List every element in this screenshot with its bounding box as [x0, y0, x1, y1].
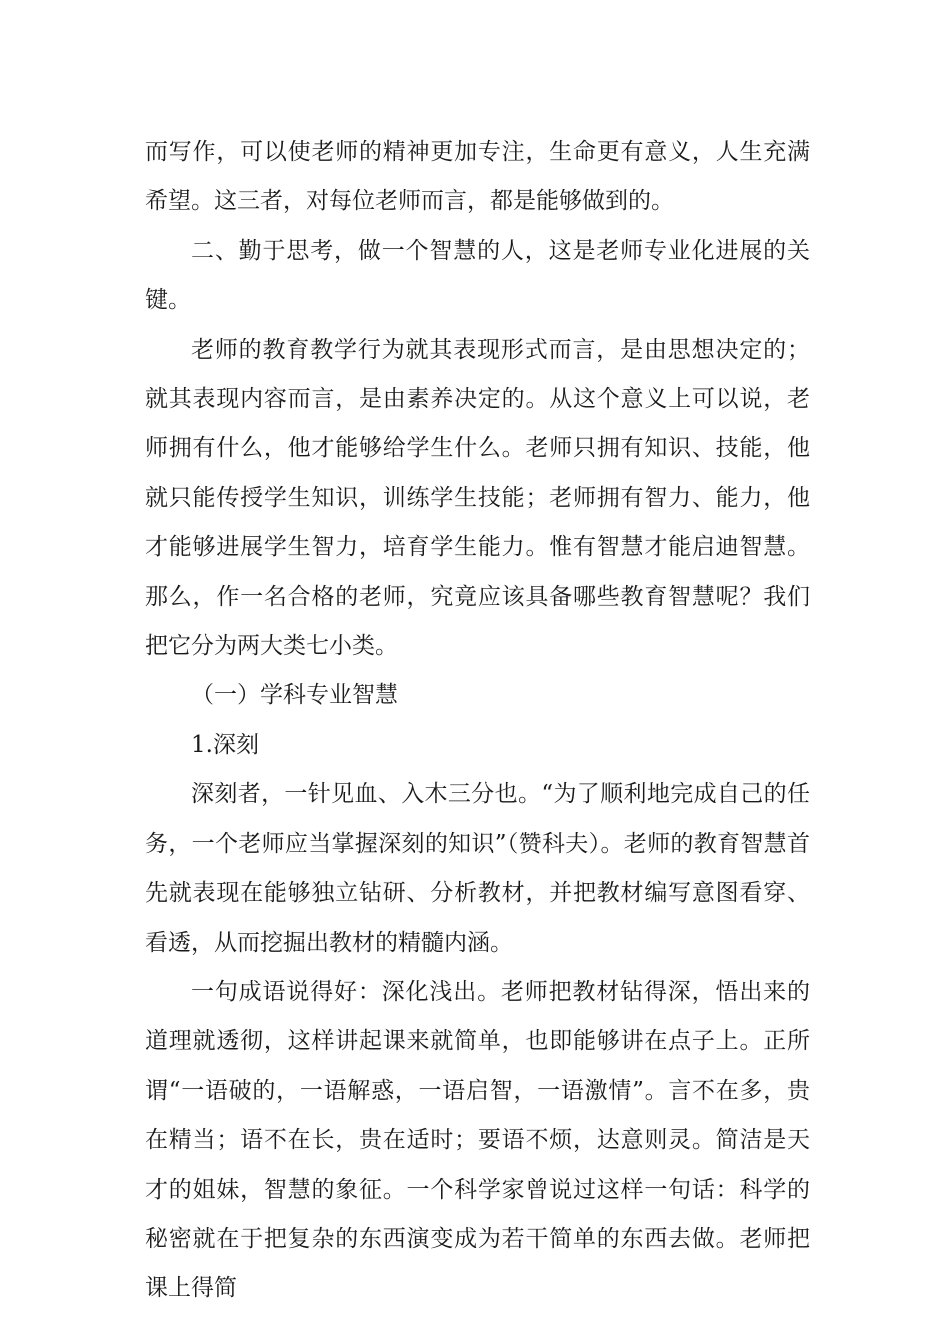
paragraph-continuation: 而写作，可以使老师的精神更加专注，生命更有意义，人生充满希望。这三者，对每位老师而言，都是能够做到的。 — [145, 139, 810, 215]
paragraph-teacher-behavior: 老师的教育教学行为就其表现形式而言，是由思想决定的；就其表现内容而言，是由素养决定的。从这个意义上可以说，老师拥有什么，他才能够给学生什么。老师只拥有知识、技能，他就只能传授学生知识，训练学生技能；老师拥有智力、能力，他才能够进展学生智力，培育学生能力。惟有智慧才能启迪智慧。那么，作一名合格的老师，究竟应该具备哪些教育智慧呢？我们把它分为两大类七小类。 — [145, 336, 810, 660]
paragraph-idiom: 一句成语说得好：深化浅出。老师把教材钻得深，悟出来的道理就透彻，这样讲起课来就简单，也即能够讲在点子上。正所谓“一语破的，一语解惑，一语启智，一语激情”。言不在多，贵在精当；语不在长，贵在适时；要语不烦，达意则灵。简洁是天才的姐妹，智慧的象征。一个科学家曾说过这样一句话：科学的秘密就在于把复杂的东西演变成为若干简单的东西去做。老师把课上得简 — [145, 978, 810, 1302]
paragraph-depth: 深刻者，一针见血、入木三分也。“为了顺利地完成自己的任务，一个老师应当掌握深刻的知识”（赞科夫）。老师的教育智慧首先就表现在能够独立钻研、分析教材，并把教材编写意图看穿、看透，从而挖掘出教材的精髓内涵。 — [145, 781, 810, 956]
item-heading-depth: 1.深刻 — [191, 731, 259, 758]
section-heading-thinking: 二、勤于思考，做一个智慧的人，这是老师专业化进展的关键。 — [145, 237, 810, 314]
document-body — [145, 128, 810, 1314]
subsection-heading-subject-wisdom: （一）学科专业智慧 — [191, 682, 398, 709]
